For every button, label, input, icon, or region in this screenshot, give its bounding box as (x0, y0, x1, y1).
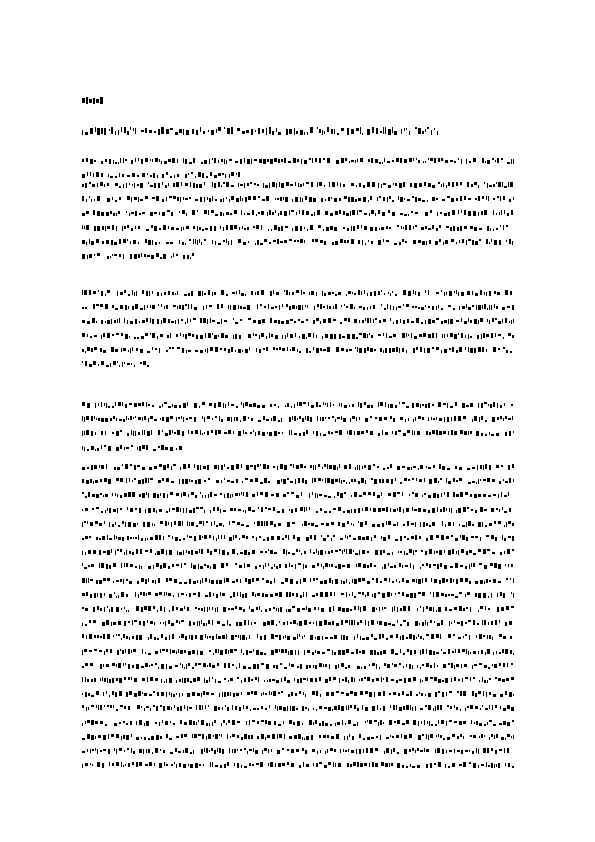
paragraph (82, 182, 514, 267)
text-line (82, 196, 514, 202)
text-line (82, 445, 182, 451)
text-line (82, 253, 194, 259)
text-line (82, 464, 514, 470)
paragraph (82, 290, 514, 375)
text-line (82, 182, 514, 188)
text-line (82, 663, 514, 669)
page-header-mark (82, 96, 104, 105)
text-line (82, 677, 514, 683)
text-line (82, 225, 514, 231)
text-line (82, 492, 514, 498)
text-line (82, 430, 514, 436)
text-line (82, 705, 514, 711)
text-line (82, 304, 514, 310)
paragraph (82, 464, 514, 776)
text-line (82, 649, 514, 655)
text-line (82, 416, 514, 422)
text-line (82, 318, 514, 324)
text-line (82, 333, 514, 339)
text-line (82, 507, 514, 513)
document-heading (82, 127, 438, 135)
text-line (82, 172, 242, 178)
paragraph (82, 402, 514, 459)
text-line (82, 402, 514, 408)
text-line (82, 720, 514, 726)
text-line (82, 361, 150, 367)
text-line (82, 210, 514, 216)
text-line (82, 347, 514, 353)
text-line (82, 563, 514, 569)
text-line (82, 478, 514, 484)
text-line (82, 634, 514, 640)
text-line (82, 762, 514, 768)
text-line (82, 606, 514, 612)
text-line (82, 535, 514, 541)
text-line (82, 734, 514, 740)
text-line (82, 592, 514, 598)
text-line (82, 578, 514, 584)
text-line (82, 521, 514, 527)
text-line (82, 158, 514, 164)
text-line (82, 239, 514, 245)
text-line (82, 290, 514, 296)
text-line (82, 691, 514, 697)
text-line (82, 620, 514, 626)
text-line (82, 748, 514, 754)
text-line (82, 549, 514, 555)
